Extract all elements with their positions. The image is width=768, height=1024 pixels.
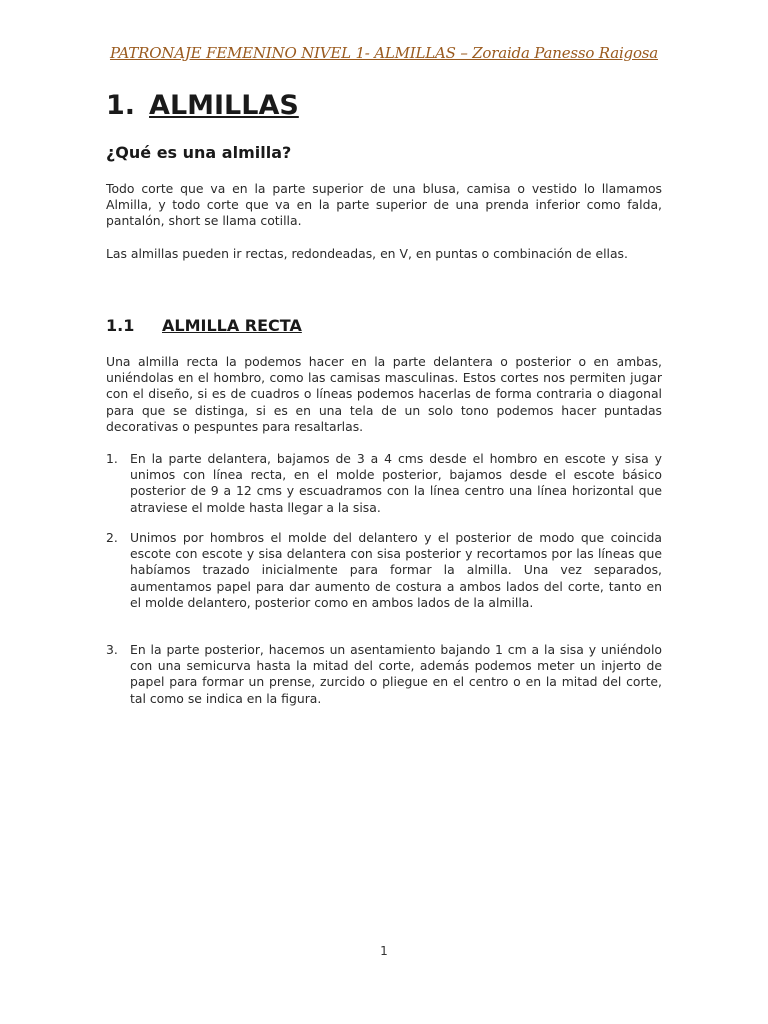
paragraph-intro: Una almilla recta la podemos hacer en la parte delantera o posterior o en ambas, uniéndolas en el hombro, como las camisas masculinas. Estos cortes nos permiten jugar con el diseño, si es de cuadros o líneas podemos hacerlas de forma contraria o diagonal para que se distinga, si es en una tela de un solo tono podemos hacer puntadas decorativas o pespuntes para resaltarlas. [106,354,662,434]
list-marker: 2. [106,530,118,545]
list-marker: 1. [106,451,118,466]
page-number: 1 [380,944,388,958]
paragraph-definition: Todo corte que va en la parte superior de una blusa, camisa o vestido lo llamamos Almilla, y todo corte que va en la parte superior de una prenda inferior como falda, pantalón, short se llama cotilla. [106,181,662,229]
list-item-text: En la parte delantera, bajamos de 3 a 4 cms desde el hombro en escote y sisa y unimos con línea recta, en el molde posterior, bajamos desde el escote básico posterior de 9 a 12 cms y escuadramos con la línea centro una línea horizontal que atraviese el molde hasta llegar a la sisa. [130,451,662,515]
section-title: ALMILLAS [149,90,299,121]
subsection-heading-almilla-recta [106,316,302,335]
list-marker: 3. [106,642,118,657]
subsection-title: ALMILLA RECTA [162,316,302,335]
section-number: 1. [106,90,136,121]
list-item-text: En la parte posterior, hacemos un asentamiento bajando 1 cm a la sisa y uniéndolo con una semicurva hasta la mitad del corte, además podemos meter un injerto de papel para formar un prense, zurcido o pliegue en el centro o en la mitad del corte, tal como se indica en la figura. [130,642,662,706]
paragraph-types: Las almillas pueden ir rectas, redondeadas, en V, en puntas o combinación de ellas. [106,246,628,261]
running-header: PATRONAJE FEMENINO NIVEL 1- ALMILLAS – Zoraida Panesso Raigosa [109,44,659,62]
list-item [106,451,662,516]
list-item-text: Unimos por hombros el molde del delantero y el posterior de modo que coincida escote con escote y sisa delantera con sisa posterior y recortamos por las líneas que habíamos trazado inicialmente para formar la almilla. Una vez separados, aumentamos papel para dar aumento de costura a ambos lados del corte, tanto en el molde delantero, posterior como en ambos lados de la almilla. [130,530,662,610]
list-item [106,642,662,707]
subsection-number: 1.1 [106,316,135,335]
question-heading: ¿Qué es una almilla? [106,143,292,162]
list-item [106,530,662,611]
section-heading-almillas [106,90,299,121]
